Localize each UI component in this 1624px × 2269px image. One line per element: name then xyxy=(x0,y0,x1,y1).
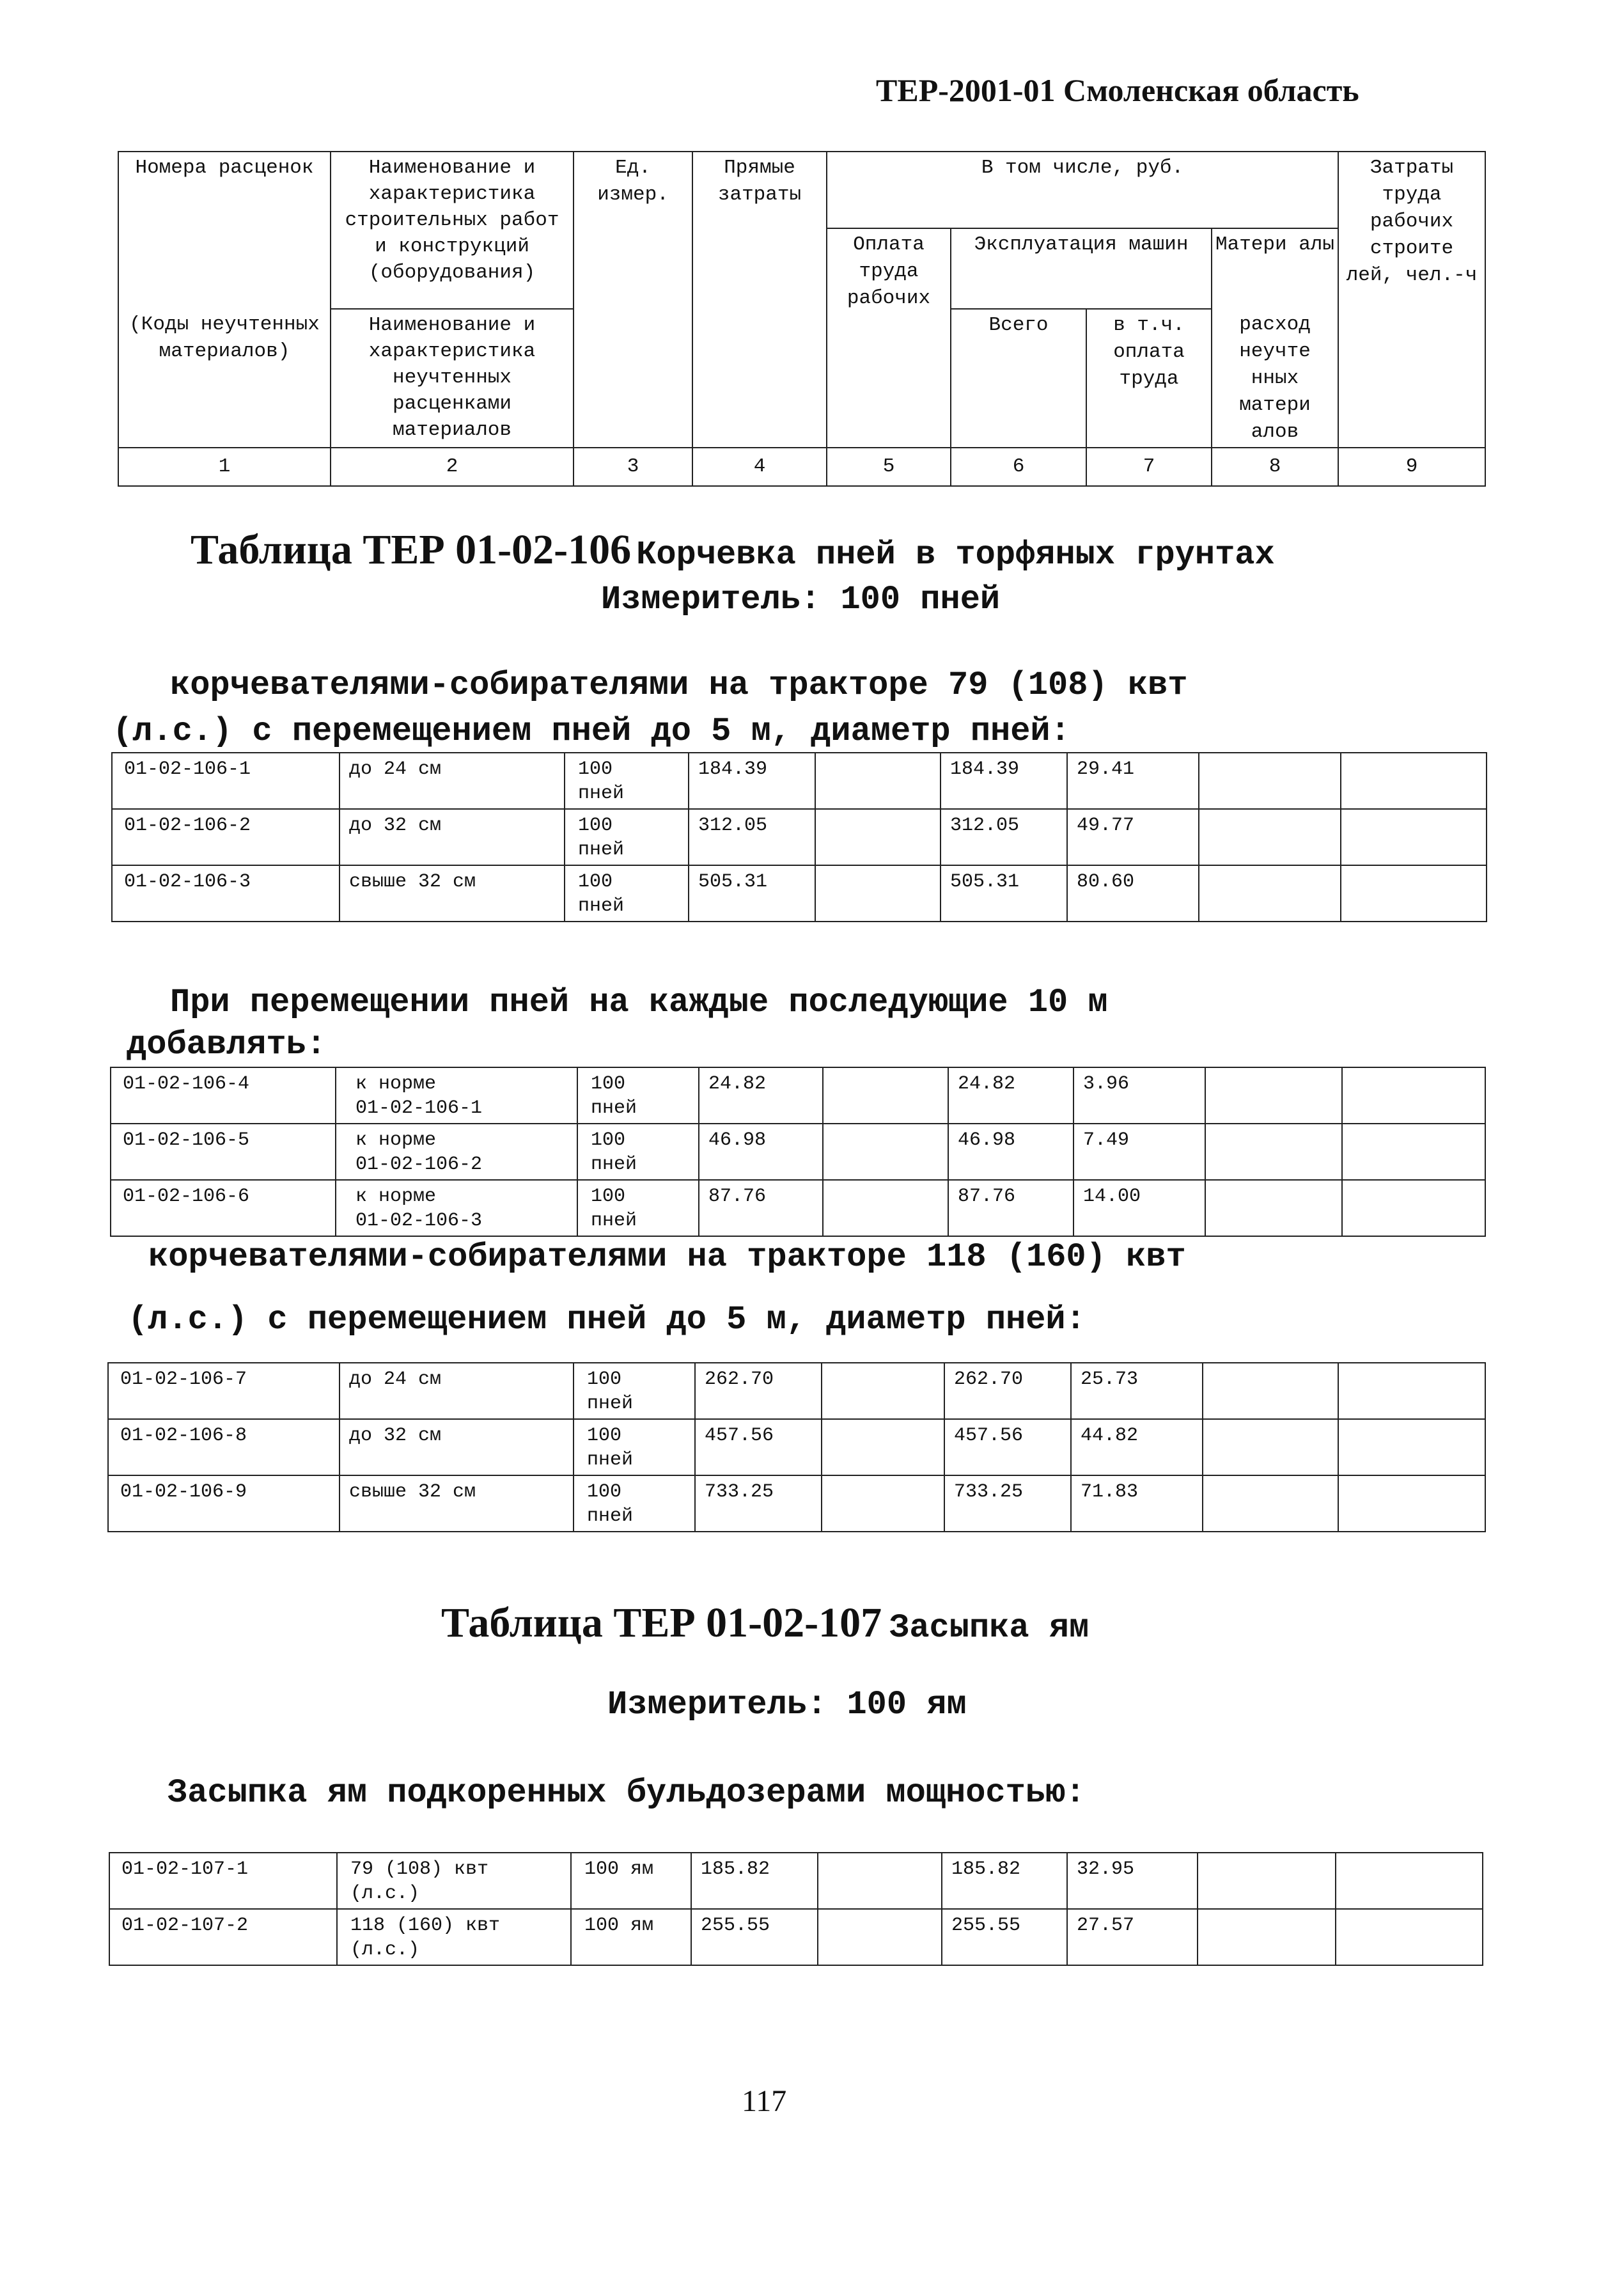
rate-name: свыше 32 см xyxy=(340,1475,574,1532)
page-number: 117 xyxy=(742,2084,787,2118)
materials-cost xyxy=(1203,1419,1338,1475)
labor-cost xyxy=(1338,1363,1485,1419)
rates-table-106-b xyxy=(110,1067,1486,1237)
table-row xyxy=(108,1419,1485,1475)
machines-cost: 457.56 xyxy=(944,1419,1071,1475)
header-material-name: Наименование и характеристика неучтенных расценками материалов xyxy=(331,309,574,448)
machines-cost: 184.39 xyxy=(941,753,1067,809)
direct-cost: 255.55 xyxy=(691,1909,818,1965)
rate-code: 01-02-106-2 xyxy=(112,809,340,865)
header-direct-costs: Прямые затраты xyxy=(692,152,827,448)
table-row xyxy=(111,1180,1485,1236)
wage-cost xyxy=(818,1853,942,1909)
section-heading: При перемещении пней на каждые последующие 10 м xyxy=(170,984,1108,1021)
direct-cost: 262.70 xyxy=(695,1363,822,1419)
direct-cost: 733.25 xyxy=(695,1475,822,1532)
machines-wage: 7.49 xyxy=(1074,1124,1205,1180)
machines-wage: 29.41 xyxy=(1067,753,1199,809)
header-material-codes: (Коды неучтенных материалов) xyxy=(118,309,331,448)
header-materials-usage: расход неучте нных матери алов xyxy=(1212,309,1338,448)
materials-cost xyxy=(1198,1853,1336,1909)
materials-cost xyxy=(1205,1180,1342,1236)
labor-cost xyxy=(1341,809,1487,865)
machines-cost: 87.76 xyxy=(948,1180,1074,1236)
machines-cost: 46.98 xyxy=(948,1124,1074,1180)
rate-code: 01-02-106-6 xyxy=(111,1180,336,1236)
header-in-total: В том числе, руб. xyxy=(827,152,1338,228)
wage-cost xyxy=(822,1419,944,1475)
rates-table-107 xyxy=(109,1852,1483,1966)
machines-wage: 3.96 xyxy=(1074,1067,1205,1124)
table-row xyxy=(109,1853,1483,1909)
materials-cost xyxy=(1199,865,1341,922)
column-number: 4 xyxy=(692,448,827,486)
rate-unit: 100 пней xyxy=(577,1067,699,1124)
rate-name: 118 (160) квт (л.с.) xyxy=(337,1909,571,1965)
rate-unit: 100 пней xyxy=(565,809,689,865)
rate-name: до 32 см xyxy=(340,809,565,865)
rate-unit: 100 пней xyxy=(574,1363,695,1419)
machines-wage: 44.82 xyxy=(1071,1419,1203,1475)
table-row xyxy=(109,1909,1483,1965)
section-heading: корчевателями-собирателями на тракторе 118 (160) квт xyxy=(148,1238,1186,1276)
rate-code: 01-02-106-9 xyxy=(108,1475,340,1532)
table-subtitle: Корчевка пней в торфяных грунтах xyxy=(636,536,1275,574)
rate-name: до 24 см xyxy=(340,1363,574,1419)
table-row xyxy=(112,809,1487,865)
rate-code: 01-02-106-4 xyxy=(111,1067,336,1124)
header-unit: Ед. измер. xyxy=(574,152,692,448)
rate-name: до 32 см xyxy=(340,1419,574,1475)
rates-table-106-a xyxy=(111,752,1487,922)
machines-wage: 71.83 xyxy=(1071,1475,1203,1532)
header-work-name: Наименование и характеристика строительных работ и конструкций (оборудования) xyxy=(331,152,574,309)
wage-cost xyxy=(818,1909,942,1965)
direct-cost: 24.82 xyxy=(699,1067,823,1124)
direct-cost: 457.56 xyxy=(695,1419,822,1475)
materials-cost xyxy=(1205,1067,1342,1124)
labor-cost xyxy=(1342,1180,1485,1236)
header-rate-numbers: Номера расценок xyxy=(118,152,331,228)
wage-cost xyxy=(823,1067,948,1124)
header-spacer xyxy=(118,228,331,309)
section-heading: (л.с.) с перемещением пней до 5 м, диаметр пней: xyxy=(128,1301,1086,1339)
table-row xyxy=(112,753,1487,809)
rate-code: 01-02-106-1 xyxy=(112,753,340,809)
machines-cost: 255.55 xyxy=(942,1909,1067,1965)
wage-cost xyxy=(815,865,941,922)
table-title-106 xyxy=(191,526,1275,574)
section-heading: добавлять: xyxy=(127,1026,327,1064)
column-number: 9 xyxy=(1338,448,1485,486)
rate-unit: 100 пней xyxy=(574,1419,695,1475)
rate-code: 01-02-106-5 xyxy=(111,1124,336,1180)
labor-cost xyxy=(1338,1475,1485,1532)
rate-name: свыше 32 см xyxy=(340,865,565,922)
running-title: ТЕР-2001-01 Смоленская область xyxy=(876,72,1359,108)
column-header-table xyxy=(118,151,1486,487)
machines-cost: 312.05 xyxy=(941,809,1067,865)
labor-cost xyxy=(1336,1909,1483,1965)
rate-name: до 24 см xyxy=(340,753,565,809)
machines-wage: 27.57 xyxy=(1067,1909,1198,1965)
machines-cost: 505.31 xyxy=(941,865,1067,922)
table-row xyxy=(108,1363,1485,1419)
column-number: 1 xyxy=(118,448,331,486)
materials-cost xyxy=(1199,809,1341,865)
wage-cost xyxy=(815,753,941,809)
materials-cost xyxy=(1203,1475,1338,1532)
rate-unit: 100 пней xyxy=(574,1475,695,1532)
rate-unit: 100 пней xyxy=(565,753,689,809)
header-machines-total: Всего xyxy=(951,309,1086,448)
machines-cost: 185.82 xyxy=(942,1853,1067,1909)
rate-unit: 100 ям xyxy=(571,1853,691,1909)
rate-name: к норме 01-02-106-2 xyxy=(336,1124,577,1180)
table-row xyxy=(111,1067,1485,1124)
header-machines-wage: в т.ч. оплата труда xyxy=(1086,309,1212,448)
rate-name: к норме 01-02-106-3 xyxy=(336,1180,577,1236)
machines-cost: 733.25 xyxy=(944,1475,1071,1532)
section-heading: Засыпка ям подкоренных бульдозерами мощностью: xyxy=(168,1774,1086,1812)
measure-unit: Измеритель: 100 пней xyxy=(601,581,1001,618)
machines-cost: 262.70 xyxy=(944,1363,1071,1419)
column-number: 7 xyxy=(1086,448,1212,486)
rates-table-106-c xyxy=(107,1362,1486,1532)
rate-unit: 100 ям xyxy=(571,1909,691,1965)
header-labor-costs: Затраты труда рабочих строите лей, чел.-ч xyxy=(1338,152,1485,448)
section-heading: (л.с.) с перемещением пней до 5 м, диаметр пней: xyxy=(113,712,1070,750)
wage-cost xyxy=(823,1124,948,1180)
wage-cost xyxy=(822,1475,944,1532)
column-number: 2 xyxy=(331,448,574,486)
table-row xyxy=(108,1475,1485,1532)
rate-unit: 100 пней xyxy=(577,1180,699,1236)
header-worker-wage: Оплата труда рабочих xyxy=(827,228,951,448)
measure-unit: Измеритель: 100 ям xyxy=(607,1686,967,1723)
direct-cost: 312.05 xyxy=(689,809,815,865)
materials-cost xyxy=(1205,1124,1342,1180)
direct-cost: 87.76 xyxy=(699,1180,823,1236)
table-row xyxy=(111,1124,1485,1180)
wage-cost xyxy=(815,809,941,865)
labor-cost xyxy=(1342,1124,1485,1180)
direct-cost: 184.39 xyxy=(689,753,815,809)
rate-unit: 100 пней xyxy=(577,1124,699,1180)
labor-cost xyxy=(1341,753,1487,809)
materials-cost xyxy=(1198,1909,1336,1965)
labor-cost xyxy=(1336,1853,1483,1909)
table-row xyxy=(112,865,1487,922)
section-heading: корчевателями-собирателями на тракторе 79 (108) квт xyxy=(170,666,1188,704)
machines-cost: 24.82 xyxy=(948,1067,1074,1124)
rate-code: 01-02-106-3 xyxy=(112,865,340,922)
rate-code: 01-02-107-1 xyxy=(109,1853,337,1909)
machines-wage: 14.00 xyxy=(1074,1180,1205,1236)
rate-name: 79 (108) квт (л.с.) xyxy=(337,1853,571,1909)
rate-unit: 100 пней xyxy=(565,865,689,922)
machines-wage: 25.73 xyxy=(1071,1363,1203,1419)
labor-cost xyxy=(1341,865,1487,922)
rate-code: 01-02-107-2 xyxy=(109,1909,337,1965)
header-materials: Матери алы xyxy=(1212,228,1338,309)
wage-cost xyxy=(823,1180,948,1236)
table-title-107 xyxy=(441,1599,1089,1647)
materials-cost xyxy=(1203,1363,1338,1419)
machines-wage: 32.95 xyxy=(1067,1853,1198,1909)
column-number: 8 xyxy=(1212,448,1338,486)
machines-wage: 80.60 xyxy=(1067,865,1199,922)
rate-code: 01-02-106-8 xyxy=(108,1419,340,1475)
table-number: Таблица ТЕР 01-02-107 xyxy=(441,1599,882,1646)
header-machines: Эксплуатация машин xyxy=(951,228,1212,309)
labor-cost xyxy=(1342,1067,1485,1124)
labor-cost xyxy=(1338,1419,1485,1475)
rate-code: 01-02-106-7 xyxy=(108,1363,340,1419)
machines-wage: 49.77 xyxy=(1067,809,1199,865)
wage-cost xyxy=(822,1363,944,1419)
column-number: 3 xyxy=(574,448,692,486)
table-number: Таблица ТЕР 01-02-106 xyxy=(191,526,632,573)
column-number: 5 xyxy=(827,448,951,486)
materials-cost xyxy=(1199,753,1341,809)
direct-cost: 505.31 xyxy=(689,865,815,922)
table-subtitle: Засыпка ям xyxy=(889,1609,1089,1647)
rate-name: к норме 01-02-106-1 xyxy=(336,1067,577,1124)
direct-cost: 185.82 xyxy=(691,1853,818,1909)
direct-cost: 46.98 xyxy=(699,1124,823,1180)
column-number: 6 xyxy=(951,448,1086,486)
